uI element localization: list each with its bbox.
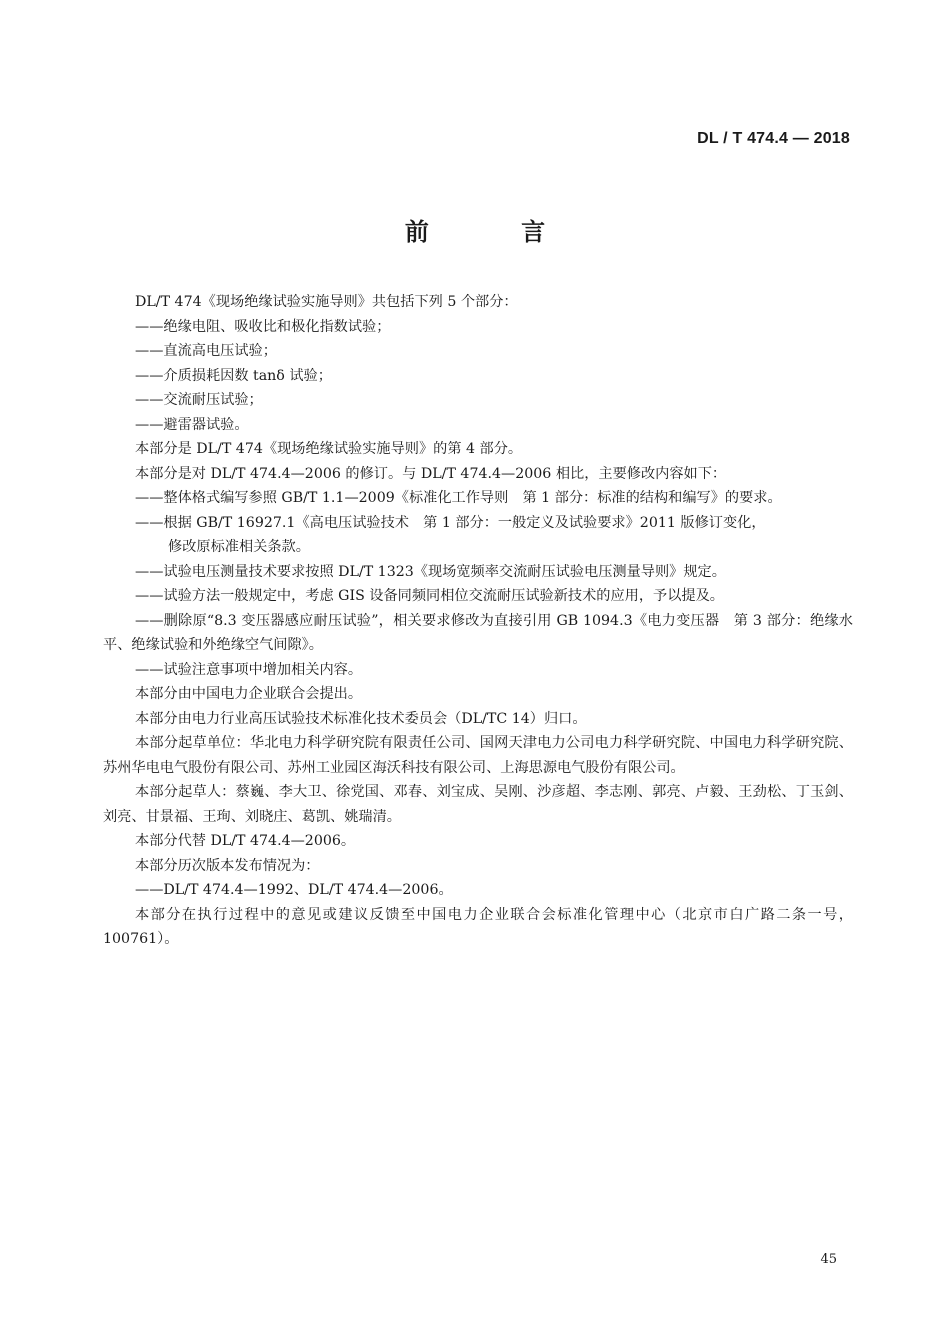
paragraph: 本部分是 DL/T 474《现场绝缘试验实施导则》的第 4 部分。: [135, 441, 523, 457]
page-title: 前 言: [404, 218, 588, 246]
list-item: ——根据 GB/T 16927.1《高电压试验技术 第 1 部分：一般定义及试验要求》2011 版修订变化，: [135, 514, 766, 531]
paragraph: 本部分起草单位：华北电力科学研究院有限责任公司、国网天津电力公司电力科学研究院、中国电力科学研究院、苏州华电电气股份有限公司、苏州工业园区海沃科技有限公司、上海思源电气股份有限公司。: [103, 735, 853, 776]
list-item: ——试验注意事项中增加相关内容。: [135, 661, 363, 678]
list-item: ——试验方法一般规定中，考虑 GIS 设备同频同相位交流耐压试验新技术的应用，予以提及。: [135, 588, 724, 604]
list-item: ——整体格式编写参照 GB/T 1.1—2009《标准化工作导则 第 1 部分：标准的结构和编写》的要求。: [135, 490, 782, 506]
paragraph: 本部分起草人：蔡巍、李大卫、徐党国、邓春、刘宝成、吴刚、沙彦超、李志刚、郭亮、卢毅、王劲松、丁玉剑、刘亮、甘景福、王珣、刘晓庄、葛凯、姚瑞清。: [103, 784, 853, 825]
paragraph: 本部分由中国电力企业联合会提出。: [135, 686, 363, 702]
document-code: DL / T 474.4 — 2018: [697, 130, 850, 147]
paragraph: 本部分历次版本发布情况为：: [135, 857, 320, 874]
paragraph: 本部分代替 DL/T 474.4—2006。: [135, 833, 356, 849]
page-number: 45: [820, 1252, 837, 1267]
list-item-continuation: 修改原标准相关条款。: [168, 539, 310, 555]
list-item: ——避雷器试验。: [135, 416, 249, 433]
foreword-body: [103, 290, 853, 952]
paragraph: DL/T 474《现场绝缘试验实施导则》共包括下列 5 个部分：: [135, 294, 518, 310]
paragraph: 本部分由电力行业高压试验技术标准化技术委员会（DL/TC 14）归口。: [135, 710, 587, 727]
list-item: ——交流耐压试验；: [135, 392, 263, 408]
list-item: ——DL/T 474.4—1992、DL/T 474.4—2006。: [135, 882, 453, 898]
paragraph: 本部分是对 DL/T 474.4—2006 的修订。与 DL/T 474.4—2006 相比，主要修改内容如下：: [135, 465, 727, 482]
list-item: ——绝缘电阻、吸收比和极化指数试验；: [135, 318, 391, 335]
list-item: ——试验电压测量技术要求按照 DL/T 1323《现场宽频率交流耐压试验电压测量导则》规定。: [135, 563, 726, 580]
paragraph: 本部分在执行过程中的意见或建议反馈至中国电力企业联合会标准化管理中心（北京市白广路二条一号，100761）。: [103, 906, 853, 947]
list-item: ——介质损耗因数 tanδ 试验；: [135, 367, 332, 384]
list-item: ——删除原“8.3 变压器感应耐压试验”，相关要求修改为直接引用 GB 1094.3《电力变压器 第 3 部分：绝缘水平、绝缘试验和外绝缘空气间隙》。: [103, 612, 853, 653]
list-item: ——直流高电压试验；: [135, 343, 277, 359]
